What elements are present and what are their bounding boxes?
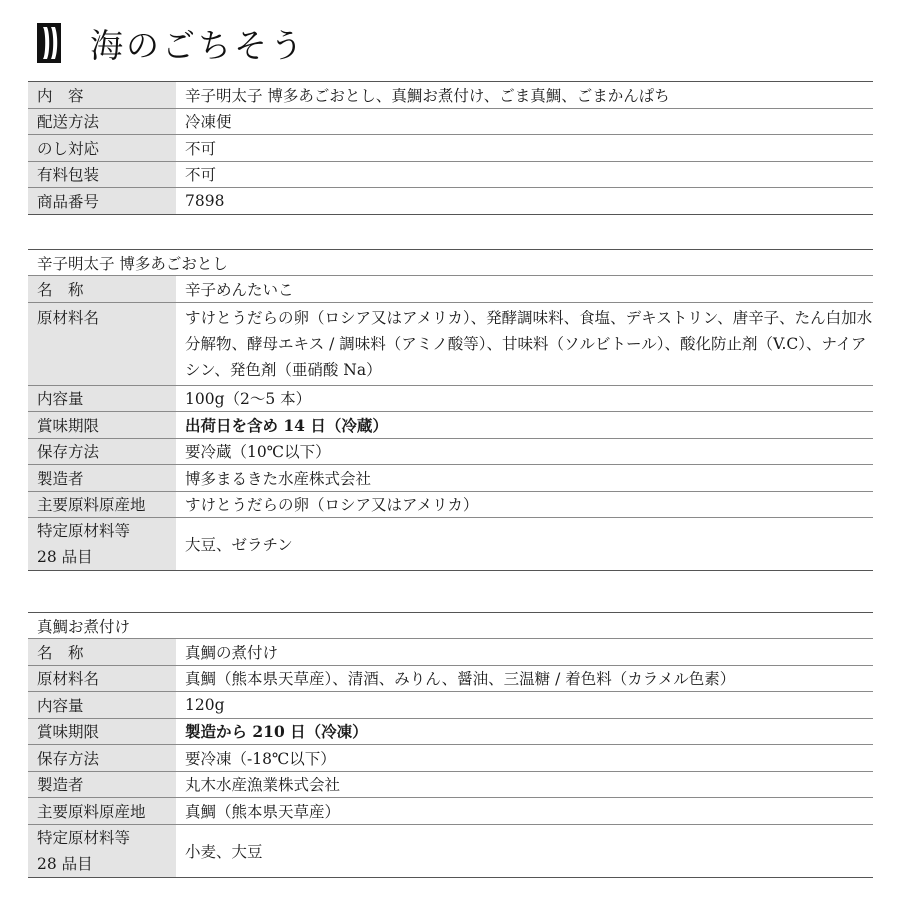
product2-table: [28, 612, 873, 878]
storage-value: 要冷蔵（10℃以下）: [176, 438, 873, 465]
table-row: [28, 491, 873, 518]
product-number-value: 7898: [176, 188, 873, 215]
product1-title: 辛子明太子 博多あごおとし: [28, 250, 873, 276]
name-label: 名 称: [28, 276, 176, 303]
table-row: [28, 798, 873, 825]
delivery-label: 配送方法: [28, 108, 176, 135]
allergen-value: 大豆、ゼラチン: [176, 518, 873, 571]
table-row: [28, 518, 873, 571]
expiry-value: 出荷日を含め 14 日（冷蔵）: [176, 412, 873, 439]
name-label: 名 称: [28, 639, 176, 666]
name-value: 真鯛の煮付け: [176, 639, 873, 666]
ingredients-label: 原材料名: [28, 302, 176, 385]
amount-value: 120g: [176, 692, 873, 719]
maker-value: 丸木水産漁業株式会社: [176, 771, 873, 798]
header: [34, 18, 306, 68]
product-number-label: 商品番号: [28, 188, 176, 215]
allergen-label: [28, 518, 176, 571]
origin-value: 真鯛（熊本県天草産）: [176, 798, 873, 825]
summary-table: [28, 81, 873, 215]
delivery-value: 冷凍便: [176, 108, 873, 135]
content-value: 辛子明太子 博多あごおとし、真鯛お煮付け、ごま真鯛、ごまかんぱち: [176, 82, 873, 109]
expiry-label: 賞味期限: [28, 412, 176, 439]
table-row: [28, 188, 873, 215]
page-title: 海のごちそう: [90, 25, 306, 65]
ingredients-value: すけとうだらの卵（ロシア又はアメリカ）、発酵調味料、食塩、デキストリン、唐辛子、たん白加水分解物、酵母エキス / 調味料（アミノ酸等）、甘味料（ソルビトール）、酸化防止剤（V.C）、ナイアシン、発色剤（亜硝酸 Na）: [176, 302, 873, 385]
noshi-label: のし対応: [28, 135, 176, 162]
amount-label: 内容量: [28, 692, 176, 719]
storage-label: 保存方法: [28, 438, 176, 465]
table-row: [28, 385, 873, 412]
table-row: [28, 161, 873, 188]
amount-label: 内容量: [28, 385, 176, 412]
product1-table: [28, 249, 873, 571]
table-row: [28, 639, 873, 666]
table-row: [28, 82, 873, 109]
table-row: [28, 824, 873, 877]
maker-label: 製造者: [28, 771, 176, 798]
wrapping-label: 有料包装: [28, 161, 176, 188]
ingredients-label: 原材料名: [28, 665, 176, 692]
origin-label: 主要原料原産地: [28, 491, 176, 518]
table-row: [28, 438, 873, 465]
maker-label: 製造者: [28, 465, 176, 492]
table-row: [28, 108, 873, 135]
origin-value: すけとうだらの卵（ロシア又はアメリカ）: [176, 491, 873, 518]
expiry-value: 製造から 210 日（冷凍）: [176, 718, 873, 745]
table-row: [28, 135, 873, 162]
table-row: [28, 250, 873, 276]
allergen-label-line2: 28 品目: [37, 548, 93, 566]
table-row: [28, 665, 873, 692]
content-label: 内 容: [28, 82, 176, 109]
table-row: [28, 276, 873, 303]
table-row: [28, 465, 873, 492]
name-value: 辛子めんたいこ: [176, 276, 873, 303]
maker-value: 博多まるきた水産株式会社: [176, 465, 873, 492]
allergen-label-line1: 特定原材料等: [37, 522, 131, 540]
table-row: [28, 412, 873, 439]
allergen-label-line1: 特定原材料等: [37, 828, 131, 847]
amount-value: 100g（2〜5 本）: [176, 385, 873, 412]
table-row: [28, 692, 873, 719]
allergen-value: 小麦、大豆: [176, 824, 873, 877]
table-row: [28, 718, 873, 745]
table-row: [28, 771, 873, 798]
origin-label: 主要原料原産地: [28, 798, 176, 825]
product2-title: 真鯛お煮付け: [28, 613, 873, 639]
allergen-label-line2: 28 品目: [37, 854, 93, 873]
noshi-value: 不可: [176, 135, 873, 162]
table-row: [28, 745, 873, 772]
ingredients-value: 真鯛（熊本県天草産）、清酒、みりん、醤油、三温糖 / 着色料（カラメル色素）: [176, 665, 873, 692]
storage-label: 保存方法: [28, 745, 176, 772]
expiry-label: 賞味期限: [28, 718, 176, 745]
table-row: [28, 613, 873, 639]
wrapping-value: 不可: [176, 161, 873, 188]
table-row: [28, 302, 873, 385]
allergen-label: [28, 824, 176, 877]
brand-logo-icon: [34, 21, 64, 65]
storage-value: 要冷凍（-18℃以下）: [176, 745, 873, 772]
